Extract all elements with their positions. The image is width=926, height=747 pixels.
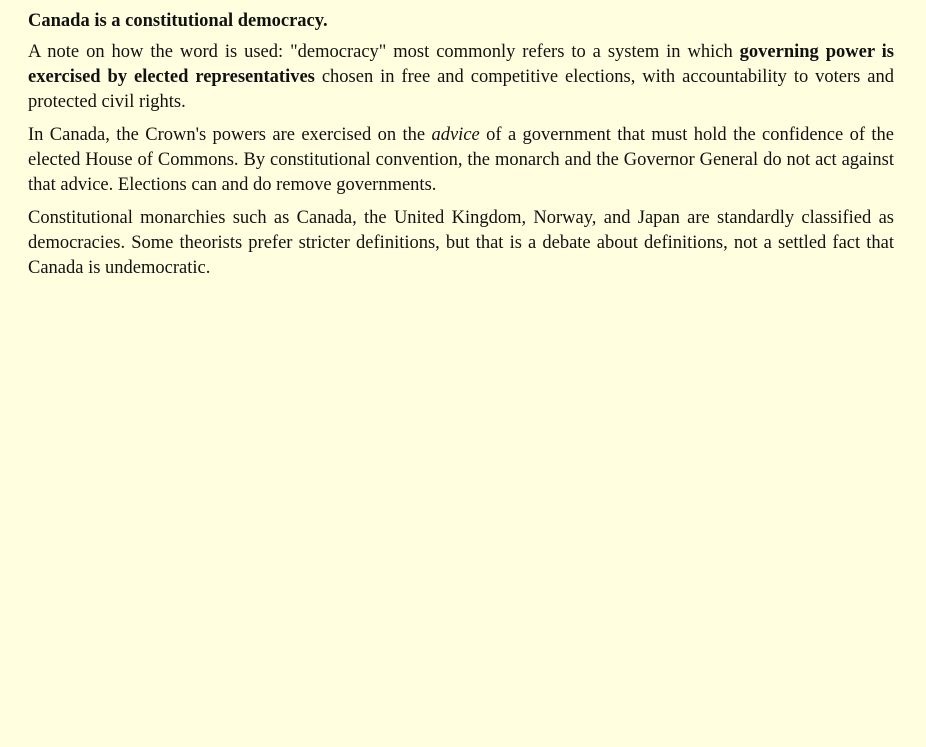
text-run: Constitutional monarchies such as Canada, the United Kingdom, Norway, and Japan are standardly classified as democracies. Some theorists prefer stricter definitions, but that is a debate about definitions, not a settled fact that Canada is undemocratic. xyxy=(28,208,894,278)
emphasis-italic: advice xyxy=(431,125,480,145)
text-run: of a government that must hold the confidence of the elected House of Commons. By constitutional convention, the monarch and the Governor General do not act against that advice. Elections can and do remove governments. xyxy=(28,125,894,195)
document-title: Canada is a constitutional democracy. xyxy=(28,11,328,31)
paragraph xyxy=(28,206,894,281)
text-run: chosen in free and competitive elections, with accountability to voters and protected civil rights. xyxy=(28,67,894,112)
document-paragraphs xyxy=(28,40,894,281)
paragraph xyxy=(28,40,894,115)
text-run: A note on how the word is used: "democracy" most commonly refers to a system in which xyxy=(28,42,740,62)
text-run: In Canada, the Crown's powers are exercised on the xyxy=(28,125,432,145)
paragraph xyxy=(28,123,894,198)
emphasis-bold: governing power is exercised by elected representatives xyxy=(28,42,894,87)
